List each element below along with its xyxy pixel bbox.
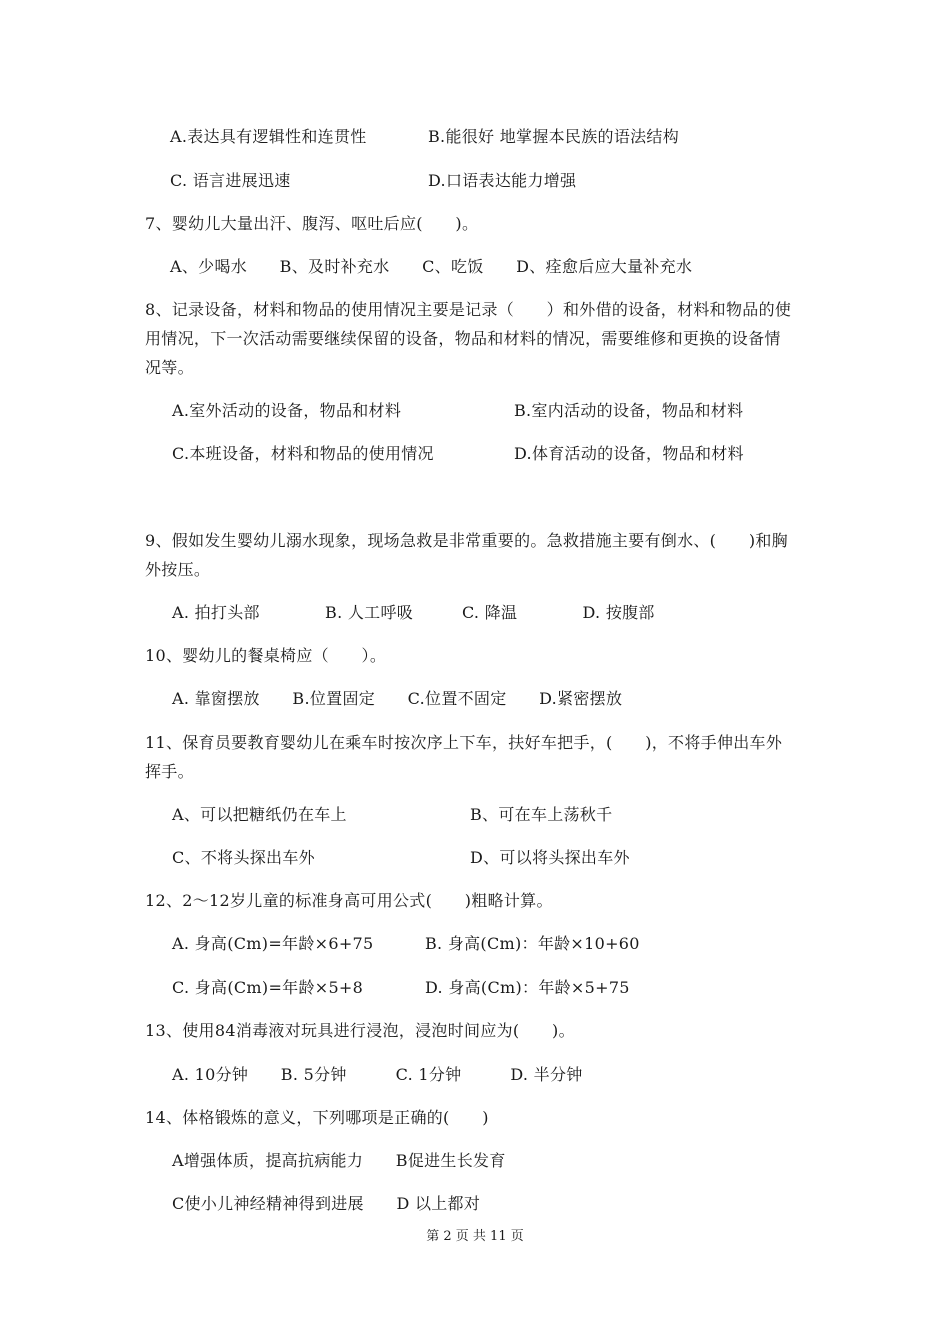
q11-option-d: D、可以将头探出车外 bbox=[470, 848, 630, 867]
q12-stem: 12、2～12岁儿童的标准身高可用公式( )粗略计算。 bbox=[145, 891, 553, 910]
q12-option-a: A. 身高(Cm)=年龄×6+75 bbox=[172, 934, 374, 953]
q11-stem-line-2: 挥手。 bbox=[145, 762, 194, 781]
q6-option-d: D.口语表达能力增强 bbox=[428, 171, 577, 190]
q11-option-a: A、可以把糖纸仍在车上 bbox=[172, 805, 347, 824]
q12-option-c: C. 身高(Cm)=年龄×5+8 bbox=[172, 978, 364, 997]
q14-options-cd: C使小儿神经精神得到进展 D 以上都对 bbox=[172, 1194, 481, 1213]
q12-option-b: B. 身高(Cm)：年龄×10+60 bbox=[425, 934, 640, 953]
q8-stem-line-2: 用情况，下一次活动需要继续保留的设备，物品和材料的情况，需要维修和更换的设备情 bbox=[145, 329, 781, 348]
q10-options: A. 靠窗摆放 B.位置固定 C.位置不固定 D.紧密摆放 bbox=[172, 689, 623, 708]
q14-stem: 14、体格锻炼的意义，下列哪项是正确的( ) bbox=[145, 1108, 489, 1127]
q13-stem: 13、使用84消毒液对玩具进行浸泡，浸泡时间应为( )。 bbox=[145, 1021, 575, 1040]
q8-option-a: A.室外活动的设备，物品和材料 bbox=[172, 401, 402, 420]
q8-option-d: D.体育活动的设备，物品和材料 bbox=[514, 444, 744, 463]
q11-option-b: B、可在车上荡秋千 bbox=[470, 805, 613, 824]
q13-options: A. 10分钟 B. 5分钟 C. 1分钟 D. 半分钟 bbox=[172, 1065, 583, 1084]
q10-stem: 10、婴幼儿的餐桌椅应（ ）。 bbox=[145, 646, 387, 665]
q7-stem: 7、婴幼儿大量出汗、腹泻、呕吐后应( )。 bbox=[145, 214, 479, 233]
q8-option-b: B.室内活动的设备，物品和材料 bbox=[514, 401, 744, 420]
q9-stem-line-2: 外按压。 bbox=[145, 560, 211, 579]
q8-stem-line-3: 况等。 bbox=[145, 358, 194, 377]
q7-options: A、少喝水 B、及时补充水 C、吃饭 D、痊愈后应大量补充水 bbox=[170, 257, 693, 276]
q8-option-c: C.本班设备，材料和物品的使用情况 bbox=[172, 444, 434, 463]
page-number: 第 2 页 共 11 页 bbox=[426, 1229, 524, 1244]
q6-option-b: B.能很好 地掌握本民族的语法结构 bbox=[428, 127, 680, 146]
q9-stem-line-1: 9、假如发生婴幼儿溺水现象，现场急救是非常重要的。急救措施主要有倒水、( )和胸 bbox=[145, 531, 788, 550]
q9-options: A. 拍打头部 B. 人工呼吸 C. 降温 D. 按腹部 bbox=[172, 603, 655, 622]
q6-option-a: A.表达具有逻辑性和连贯性 bbox=[170, 127, 367, 146]
q11-option-c: C、不将头探出车外 bbox=[172, 848, 315, 867]
q11-stem-line-1: 11、保育员要教育婴幼儿在乘车时按次序上下车，扶好车把手，( )，不将手伸出车外 bbox=[145, 733, 783, 752]
q6-option-c: C. 语言进展迅速 bbox=[170, 171, 291, 190]
q12-option-d: D. 身高(Cm)：年龄×5+75 bbox=[425, 978, 630, 997]
q14-options-ab: A增强体质，提高抗病能力 B促进生长发育 bbox=[172, 1151, 506, 1170]
q8-stem-line-1: 8、记录设备，材料和物品的使用情况主要是记录（ ）和外借的设备，材料和物品的使 bbox=[145, 300, 792, 319]
